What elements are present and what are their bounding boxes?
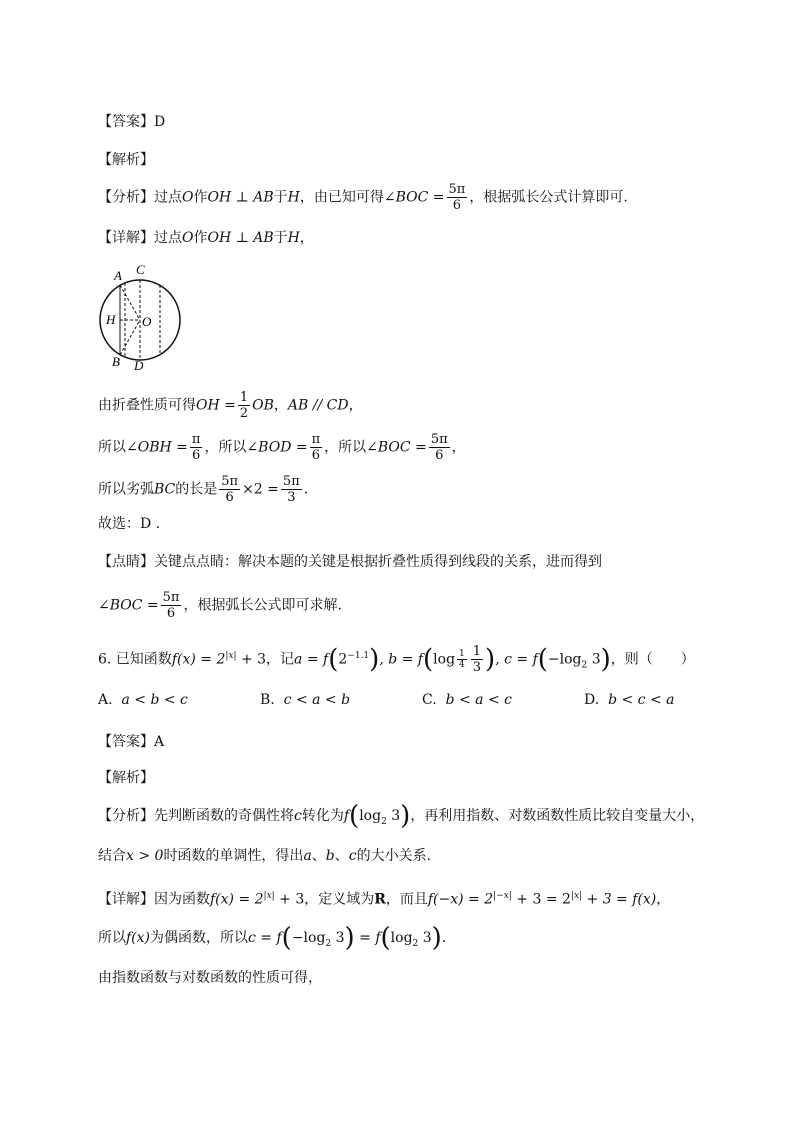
denominator: 6 bbox=[192, 448, 201, 463]
option-value: c < a < b bbox=[283, 692, 351, 708]
numerator: π bbox=[311, 432, 321, 447]
math-sub: 2 bbox=[581, 660, 588, 671]
text: ，定义域为 bbox=[304, 891, 375, 908]
math-exp: |x| bbox=[263, 891, 275, 901]
text: ，由已知可得 bbox=[299, 189, 384, 206]
text: ，而且 bbox=[385, 891, 428, 908]
text: 的长是 bbox=[175, 481, 218, 498]
text: 因为函数 bbox=[154, 891, 210, 908]
fraction bbox=[471, 644, 483, 675]
fenxi-line-1 bbox=[98, 182, 628, 213]
fraction bbox=[310, 432, 323, 463]
text: . bbox=[441, 930, 447, 946]
segment-ob bbox=[120, 320, 140, 355]
option-label: B. bbox=[260, 692, 275, 708]
denominator: 3 bbox=[287, 490, 296, 505]
text: ，根据弧长公式即可求解. bbox=[183, 597, 342, 614]
math-exp: |x| bbox=[225, 650, 237, 661]
fenxi-line-2: 【分析】先判断函数的奇偶性将c转化为$f(\log_2$ 3)，再利用指数、对数函数性质比较自变量大小， bbox=[98, 801, 705, 831]
text: 结合 bbox=[98, 848, 126, 864]
choose-line: 故选：D . bbox=[98, 516, 161, 532]
option-d[interactable] bbox=[584, 692, 675, 708]
option-value: b < a < c bbox=[445, 692, 512, 708]
text: 所以劣弧 bbox=[98, 481, 154, 498]
math: 3 bbox=[587, 651, 601, 668]
circle-diagram bbox=[96, 262, 188, 374]
answer-label: 【答案】 bbox=[98, 114, 154, 130]
even-line: 所以f(x)为偶函数，所以$c = f(-\log_2$ $3) = f(\log_2$ 3). bbox=[98, 923, 447, 953]
math: ∠BOC = bbox=[366, 439, 427, 456]
math: a bbox=[303, 848, 312, 864]
answer-value: A bbox=[154, 734, 165, 750]
numerator: 1 bbox=[239, 390, 249, 405]
math: −log bbox=[291, 930, 326, 946]
math: f(−x) = 2 bbox=[427, 891, 494, 908]
fenxi-label: 【分析】 bbox=[98, 808, 154, 824]
text: ， bbox=[348, 397, 363, 414]
text: ，所以 bbox=[324, 439, 367, 456]
fraction bbox=[281, 474, 302, 505]
option-label: C. bbox=[422, 692, 437, 708]
dianjing-line-1 bbox=[98, 552, 602, 572]
xiangjie-line-1 bbox=[98, 228, 314, 248]
segment-oa bbox=[120, 285, 140, 320]
math: log bbox=[433, 651, 456, 668]
label-h: H bbox=[106, 312, 116, 327]
math-o: O bbox=[182, 189, 194, 206]
numerator: 5π bbox=[282, 474, 300, 489]
denominator: 2 bbox=[239, 406, 249, 421]
math-h: H bbox=[287, 230, 300, 246]
fenxi-label: 【分析】 bbox=[98, 189, 154, 206]
answer-line-1 bbox=[98, 112, 165, 132]
text: . bbox=[303, 481, 309, 498]
fraction bbox=[219, 474, 240, 505]
math: ∠OBH = bbox=[126, 439, 188, 456]
math: log bbox=[359, 808, 382, 824]
option-label: A. bbox=[98, 692, 113, 708]
math: −log bbox=[547, 651, 582, 668]
math: x > 0 bbox=[126, 848, 164, 864]
text: 作 bbox=[193, 189, 208, 206]
text: 所以 bbox=[98, 439, 126, 456]
math-o: O bbox=[182, 230, 194, 246]
analysis-heading-1: 【解析】 bbox=[98, 152, 154, 168]
math: 3 bbox=[386, 808, 401, 824]
denominator: 4 bbox=[459, 660, 465, 670]
text: 由折叠性质可得 bbox=[98, 397, 196, 414]
math-perp: OH ⊥ AB bbox=[207, 230, 274, 246]
math: b bbox=[325, 848, 335, 864]
math: ∠BOD = bbox=[246, 439, 308, 456]
numerator: 5π bbox=[430, 432, 448, 447]
text: 于 bbox=[273, 230, 288, 246]
label-o: O bbox=[142, 314, 152, 329]
numerator: 1 bbox=[459, 649, 465, 659]
math: + 3 bbox=[274, 891, 305, 908]
text: 、 bbox=[311, 848, 326, 864]
denominator: 6 bbox=[225, 490, 234, 505]
fraction bbox=[190, 432, 203, 463]
text: 先判断函数的奇偶性将 bbox=[154, 808, 294, 824]
math: 3 bbox=[418, 930, 432, 946]
label-b: B bbox=[112, 354, 120, 369]
text: ， bbox=[656, 891, 671, 908]
fraction bbox=[238, 390, 250, 421]
text: 于 bbox=[273, 189, 288, 206]
math: log bbox=[390, 930, 413, 946]
analysis-label: 解析 bbox=[112, 770, 140, 786]
option-c[interactable] bbox=[422, 692, 512, 708]
option-a[interactable] bbox=[98, 692, 188, 708]
math: f(x) = 2 bbox=[171, 651, 226, 668]
numerator: 1 bbox=[472, 644, 482, 659]
math-perp: OH ⊥ AB bbox=[207, 189, 274, 206]
math: R bbox=[374, 891, 386, 908]
text: 转化为 bbox=[301, 808, 344, 824]
fold-line bbox=[98, 390, 363, 421]
math-h: H bbox=[287, 189, 300, 206]
option-value: a < b < c bbox=[121, 692, 188, 708]
xiangjie-label: 【详解】 bbox=[98, 891, 154, 908]
math: ×2 = bbox=[242, 481, 279, 498]
angles-line bbox=[98, 432, 466, 463]
text: ，则（ ） bbox=[610, 651, 695, 668]
math-exp: −1.1 bbox=[347, 650, 370, 661]
math-sub: 2 bbox=[412, 938, 419, 949]
fraction bbox=[161, 590, 182, 621]
last-line: 由指数函数与对数函数的性质可得， bbox=[98, 970, 322, 986]
denominator: 3 bbox=[472, 660, 482, 675]
label-a: A bbox=[114, 268, 122, 283]
math: f(x) = 2 bbox=[210, 891, 264, 908]
math: f bbox=[343, 808, 350, 824]
question-number: 6. 已知函数 bbox=[98, 651, 172, 668]
text: ，所以 bbox=[204, 439, 247, 456]
numerator: 5π bbox=[448, 182, 466, 197]
math: ∠BOC = bbox=[98, 597, 159, 614]
math: a = f bbox=[294, 651, 329, 668]
dianjing-label: 【点睛】 bbox=[98, 554, 154, 570]
text: ，记 bbox=[266, 651, 295, 668]
answer-value: D bbox=[154, 114, 166, 130]
text: ， bbox=[451, 439, 466, 456]
denominator: 6 bbox=[452, 198, 462, 213]
text: 关键点点睛：解决本题的关键是根据折叠性质得到线段的关系，进而得到 bbox=[154, 554, 602, 570]
math: , b = f bbox=[379, 651, 423, 668]
text: 、 bbox=[334, 848, 349, 864]
math: f(x) bbox=[126, 930, 151, 946]
math: OB bbox=[252, 397, 274, 414]
log-base bbox=[457, 649, 467, 670]
arc-line bbox=[98, 474, 308, 505]
text: 为偶函数，所以 bbox=[150, 930, 249, 946]
text: 作 bbox=[193, 230, 208, 246]
math: c = f bbox=[248, 930, 282, 946]
text: 过点 bbox=[154, 230, 182, 246]
xiangjie-line-2 bbox=[98, 886, 670, 910]
math: 3 bbox=[331, 930, 345, 946]
analysis-label: 解析 bbox=[112, 152, 140, 168]
denominator: 6 bbox=[435, 448, 444, 463]
math: + 3 = 2 bbox=[511, 891, 571, 908]
numerator: 5π bbox=[162, 590, 180, 605]
text: 所以 bbox=[98, 930, 126, 946]
question-6: 6. 已知函数$f(x) = 2^{|x|} + 3$，记$a = f(2^{-1.1})$, b = f(log $\frac{1}{4}$ $\frac{1}{3}$ ), $c = f(-\log_2$ 3)，则（ ） bbox=[98, 644, 695, 675]
math: + 3 = f(x) bbox=[582, 891, 657, 908]
text: 的大小关系. bbox=[356, 848, 432, 864]
math: + 3 bbox=[236, 651, 267, 668]
option-label: D. bbox=[584, 692, 600, 708]
option-value: b < c < a bbox=[608, 692, 675, 708]
math-sub: 2 bbox=[325, 938, 332, 949]
math-angle: ∠BOC = bbox=[383, 189, 445, 206]
math: OH = bbox=[196, 397, 236, 414]
math: c bbox=[294, 808, 302, 824]
label-c: C bbox=[136, 262, 145, 277]
text: 时函数的单调性，得出 bbox=[163, 848, 304, 864]
math: AB // CD bbox=[287, 397, 349, 414]
dianjing-line-2 bbox=[98, 590, 342, 621]
fenxi-line-2b bbox=[98, 846, 431, 866]
text: ， bbox=[273, 397, 288, 414]
analysis-heading-2: 【解析】 bbox=[98, 770, 154, 786]
text: ，根据弧长公式计算即可. bbox=[469, 189, 628, 206]
math: 2 bbox=[338, 651, 348, 668]
answer-label: 【答案】 bbox=[98, 734, 154, 750]
math-sub: 2 bbox=[381, 816, 387, 827]
xiangjie-label: 【详解】 bbox=[98, 230, 154, 246]
answer-line-2 bbox=[98, 732, 164, 752]
label-d: D bbox=[134, 358, 144, 373]
denominator: 6 bbox=[166, 606, 176, 621]
math-exp: |−x| bbox=[493, 891, 512, 901]
numerator: π bbox=[191, 432, 201, 447]
text: ， bbox=[299, 230, 314, 246]
math: , c = f bbox=[495, 651, 538, 668]
option-b[interactable] bbox=[260, 692, 350, 708]
denominator: 6 bbox=[311, 448, 321, 463]
numerator: 5π bbox=[221, 474, 239, 489]
text: ，再利用指数、对数函数性质比较自变量大小， bbox=[410, 808, 705, 824]
fraction bbox=[429, 432, 450, 463]
math: BC bbox=[154, 481, 176, 498]
math: = f bbox=[354, 930, 381, 946]
math-exp: |x| bbox=[570, 891, 583, 901]
fraction bbox=[447, 182, 468, 213]
text: 过点 bbox=[154, 189, 182, 206]
math: c bbox=[348, 848, 357, 864]
